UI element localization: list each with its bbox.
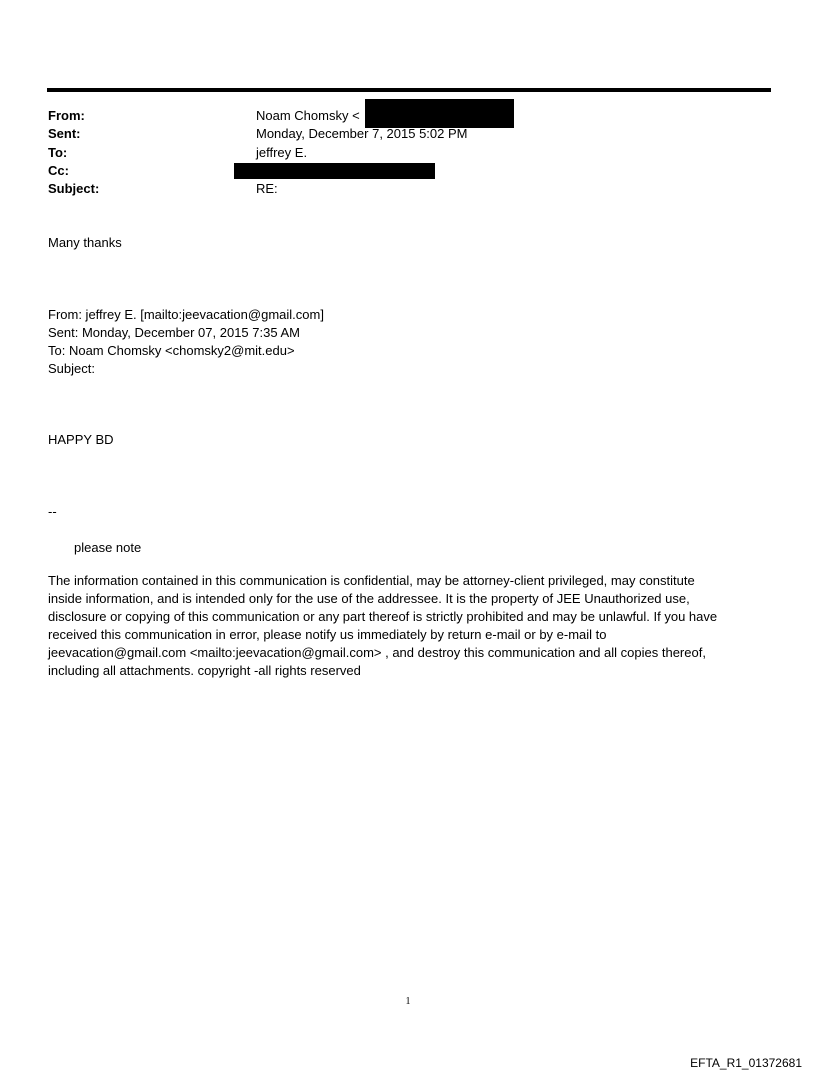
quoted-header: [48, 306, 324, 378]
reply-body: Many thanks: [48, 235, 122, 250]
quoted-to: To: Noam Chomsky <chomsky2@mit.edu>: [48, 343, 295, 358]
quoted-from: From: jeffrey E. [mailto:jeevacation@gmail.com]: [48, 307, 324, 322]
sent-value: Monday, December 7, 2015 5:02 PM: [256, 126, 468, 141]
subject-value: RE:: [256, 181, 278, 196]
subject-label: Subject:: [48, 181, 100, 196]
redaction-cc: [234, 163, 435, 179]
sent-label: Sent:: [48, 126, 81, 141]
please-note: please note: [74, 540, 142, 555]
header-rule: [47, 88, 771, 92]
signature-separator: --: [48, 504, 57, 519]
to-label: To:: [48, 145, 68, 160]
confidentiality-disclaimer: The information contained in this communication is confidential, may be attorney-client privileged, may constitute inside information, and is intended only for the use of the addressee. It is the property of JEE Unauthorized use, disclosure or copying of this communication or any part thereof is strictly prohibited and may be unlawful. If you have received this communication in error, please notify us immediately by return e-mail or by e-mail to jeevacation@gmail.com <mailto:jeevacation@gmail.com> , and destroy this communication and all copies thereof, including all attachments. copyright -all rights reserved: [48, 573, 718, 678]
to-value: jeffrey E.: [256, 145, 308, 160]
quoted-sent: Sent: Monday, December 07, 2015 7:35 AM: [48, 325, 300, 340]
redaction-from-email: [365, 99, 514, 128]
quoted-body: HAPPY BD: [48, 432, 114, 447]
from-value: Noam Chomsky <: [256, 108, 360, 123]
page-number: 1: [405, 996, 411, 1007]
cc-label: Cc:: [48, 163, 69, 178]
quoted-subject: Subject:: [48, 361, 95, 376]
document-id: EFTA_R1_01372681: [690, 1056, 802, 1070]
from-label: From:: [48, 108, 85, 123]
